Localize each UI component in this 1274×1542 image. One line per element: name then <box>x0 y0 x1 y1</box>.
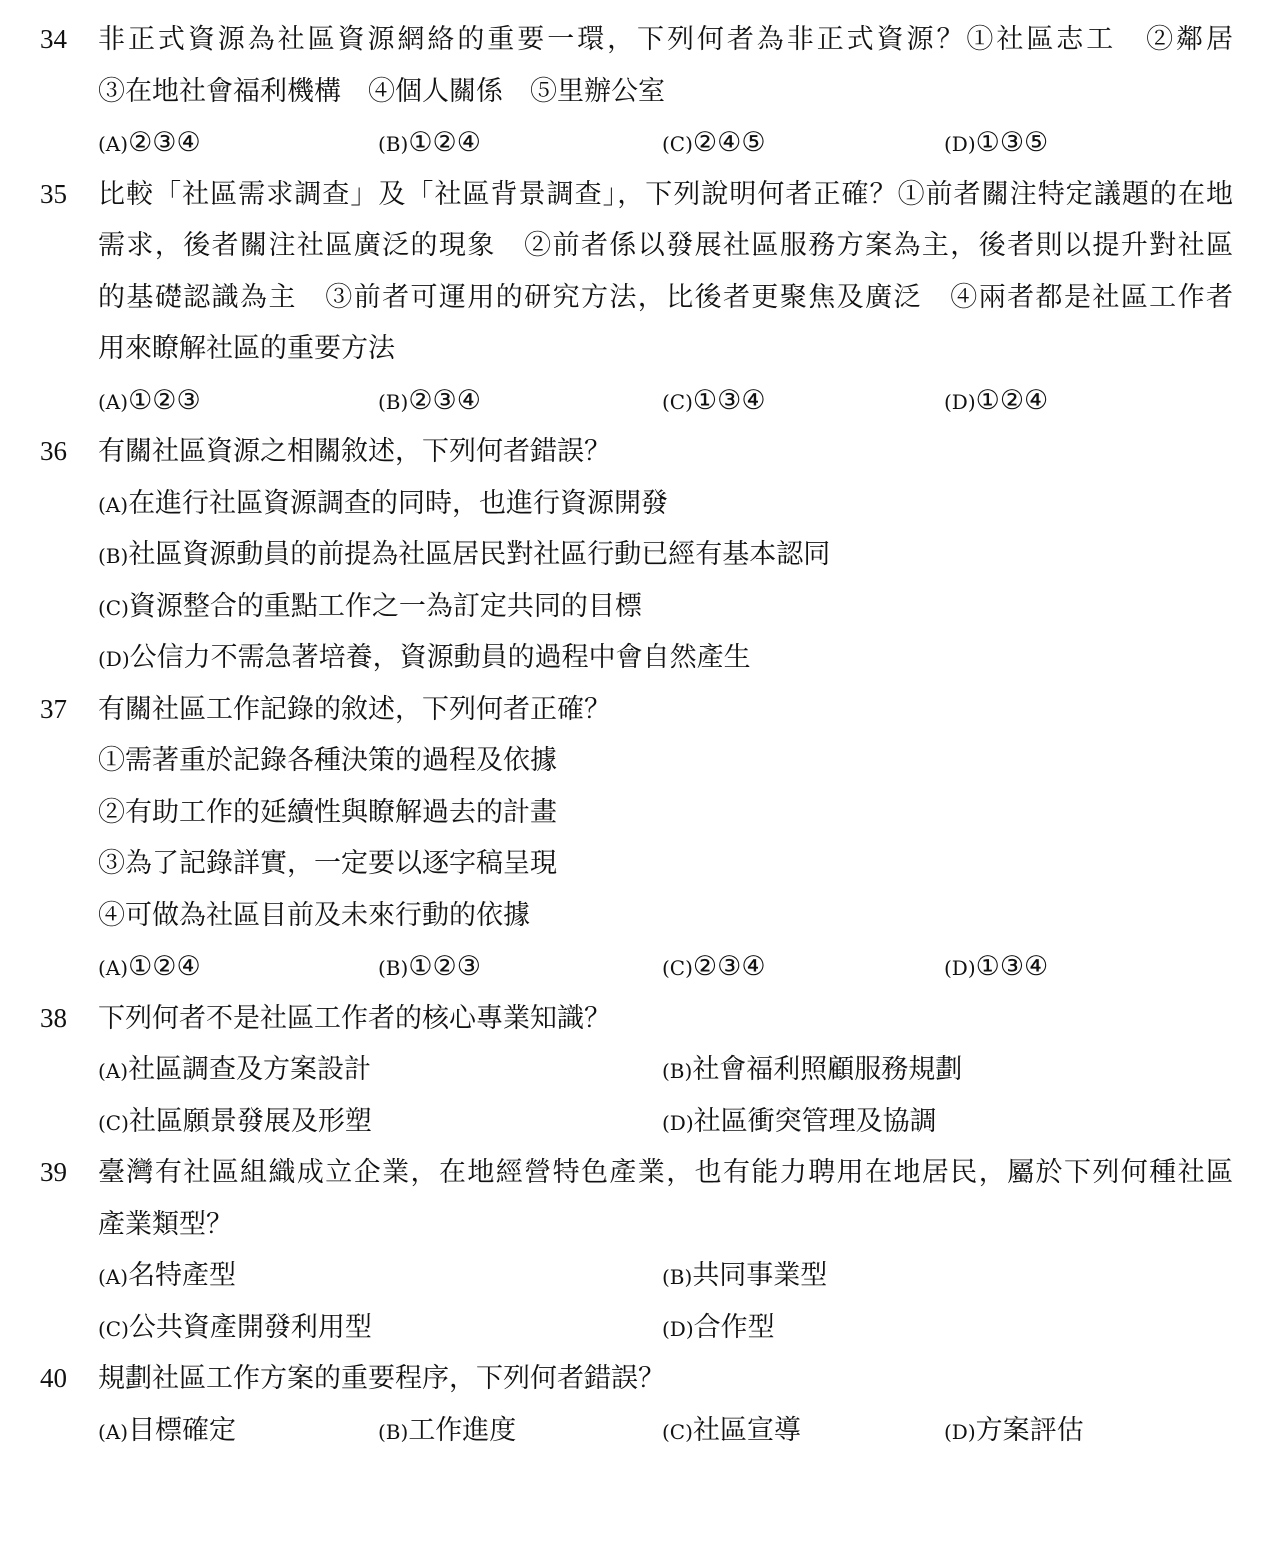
question-text: 有關社區資源之相關敘述，下列何者錯誤？ <box>98 436 611 467</box>
option-text: 共同事業型 <box>692 1260 828 1291</box>
option-label: (A) <box>98 389 129 414</box>
option-b[interactable] <box>378 117 481 171</box>
option-label: (D) <box>944 389 976 414</box>
option-c[interactable] <box>98 1096 372 1150</box>
statement-item: ③為了記錄詳實，一定要以逐字稿呈現 <box>98 848 557 879</box>
option-text: ②③④ <box>408 384 481 416</box>
option-a[interactable] <box>98 1044 371 1098</box>
question-number: 36 <box>40 436 67 466</box>
option-label: (B) <box>662 1059 693 1083</box>
option-label: (C) <box>98 595 129 620</box>
option-text: ②③④ <box>692 951 766 982</box>
option-a[interactable] <box>98 1405 236 1459</box>
question-line <box>0 1353 1274 1405</box>
option-label: (D) <box>662 1110 694 1135</box>
answer-options <box>0 941 1274 993</box>
statement-item: ②有助工作的延續性與瞭解過去的計畫 <box>98 796 557 828</box>
option-label: (B) <box>378 132 409 156</box>
question-number: 38 <box>40 1002 67 1033</box>
option-label: (B) <box>98 544 129 568</box>
option-d[interactable] <box>662 1096 937 1150</box>
question-line <box>0 684 1274 736</box>
option-text: 公信力不需急著培養，資源動員的過程中會自然產生 <box>129 642 751 673</box>
answer-options <box>0 1302 1274 1354</box>
question-35 <box>0 169 1274 427</box>
option-label: (D) <box>944 1419 976 1444</box>
answer-options <box>0 117 1274 169</box>
option-label: (C) <box>662 132 693 156</box>
question-line <box>0 426 1274 478</box>
option-label: (B) <box>378 1419 409 1444</box>
option-text: 社會福利照顧服務規劃 <box>692 1054 963 1085</box>
question-text: 用來瞭解社區的重要方法 <box>98 333 395 364</box>
option-d[interactable] <box>0 632 1274 684</box>
option-text: 在進行社區資源調查的同時，也進行資源開發 <box>128 487 669 519</box>
question-number: 39 <box>40 1157 67 1187</box>
option-text: ①②③ <box>128 384 201 416</box>
answer-options <box>0 1096 1274 1148</box>
option-label: (A) <box>98 132 129 156</box>
question-line <box>0 1147 1274 1199</box>
option-text: ①②④ <box>408 127 481 158</box>
option-text: 目標確定 <box>128 1414 237 1446</box>
question-text: 產業類型？ <box>98 1208 233 1240</box>
statement-item: ①需著重於記錄各種決策的過程及依據 <box>98 745 557 776</box>
option-a[interactable] <box>98 117 201 171</box>
option-d[interactable] <box>662 1302 775 1356</box>
option-label: (A) <box>98 1419 129 1444</box>
answer-options <box>0 1250 1274 1302</box>
question-line <box>0 66 1274 118</box>
option-label: (A) <box>98 956 129 980</box>
question-number: 34 <box>40 24 67 54</box>
option-label: (D) <box>662 1316 694 1341</box>
option-a[interactable] <box>98 941 201 995</box>
option-label: (B) <box>662 1265 693 1289</box>
option-label: (A) <box>98 1059 129 1083</box>
option-b[interactable] <box>0 529 1274 581</box>
option-text: 工作進度 <box>408 1414 517 1446</box>
option-b[interactable] <box>378 375 481 429</box>
question-text: 有關社區工作記錄的敘述，下列何者正確？ <box>98 693 611 725</box>
option-text: 社區衝突管理及協調 <box>693 1105 937 1137</box>
question-34 <box>0 14 1274 169</box>
option-b[interactable] <box>662 1250 827 1304</box>
question-line <box>0 14 1274 66</box>
question-number: 35 <box>40 178 67 209</box>
option-text: ①③④ <box>692 384 766 416</box>
question-text: ③在地社會福利機構 ④個人關係 ⑤里辦公室 <box>98 75 665 107</box>
option-b[interactable] <box>378 1405 516 1459</box>
option-text: ①③④ <box>975 951 1049 982</box>
option-label: (A) <box>98 1265 129 1289</box>
option-a[interactable] <box>0 478 1274 530</box>
option-b[interactable] <box>662 1044 962 1098</box>
option-c[interactable] <box>662 941 766 995</box>
question-line <box>0 993 1274 1045</box>
question-line <box>0 1199 1274 1251</box>
option-c[interactable] <box>0 581 1274 633</box>
question-text: 規劃社區工作方案的重要程序，下列何者錯誤？ <box>98 1363 665 1394</box>
question-line <box>0 169 1274 221</box>
option-c[interactable] <box>662 117 766 171</box>
question-text: 需求，後者關注社區廣泛的現象 ②前者係以發展社區服務方案為主，後者則以提升對社區 <box>98 230 1233 261</box>
option-label: (D) <box>98 647 130 671</box>
option-text: ②④⑤ <box>692 127 766 158</box>
option-b[interactable] <box>378 941 481 995</box>
option-text: 合作型 <box>693 1311 775 1343</box>
option-text: 方案評估 <box>975 1414 1084 1446</box>
option-label: (D) <box>944 132 976 156</box>
question-number: 40 <box>40 1363 67 1393</box>
option-d[interactable] <box>944 941 1048 995</box>
option-c[interactable] <box>662 1405 801 1459</box>
answer-options <box>0 1044 1274 1096</box>
question-38 <box>0 993 1274 1148</box>
option-text: 社區資源動員的前提為社區居民對社區行動已經有基本認同 <box>128 539 831 570</box>
option-text: 社區調查及方案設計 <box>128 1054 372 1085</box>
option-text: ①②④ <box>975 384 1049 416</box>
question-line <box>0 272 1274 324</box>
option-label: (C) <box>98 1110 129 1135</box>
question-text: 比較「社區需求調查」及「社區背景調查」，下列說明何者正確？①前者關注特定議題的在地 <box>98 178 1233 210</box>
option-label: (C) <box>98 1316 129 1341</box>
option-label: (C) <box>662 389 693 414</box>
answer-options <box>0 375 1274 427</box>
option-label: (B) <box>378 956 409 980</box>
option-label: (A) <box>98 492 129 517</box>
option-d[interactable] <box>944 375 1048 429</box>
question-text: 非正式資源為社區資源網絡的重要一環，下列何者為非正式資源？①社區志工 ②鄰居 <box>98 24 1233 55</box>
option-c[interactable] <box>662 375 766 429</box>
question-number: 37 <box>40 693 67 724</box>
question-text: 的基礎認識為主 ③前者可運用的研究方法，比後者更聚焦及廣泛 ④兩者都是社區工作者 <box>98 281 1233 313</box>
option-d[interactable] <box>944 117 1048 171</box>
option-a[interactable] <box>98 375 201 429</box>
question-39 <box>0 1147 1274 1353</box>
question-36 <box>0 426 1274 684</box>
option-text: 社區宣導 <box>692 1414 801 1446</box>
question-37 <box>0 684 1274 993</box>
option-text: ①③⑤ <box>975 127 1049 158</box>
option-label: (B) <box>378 389 409 414</box>
option-c[interactable] <box>98 1302 372 1356</box>
question-40 <box>0 1353 1274 1456</box>
answer-options <box>0 1405 1274 1457</box>
option-a[interactable] <box>98 1250 236 1304</box>
option-text: 公共資產開發利用型 <box>128 1311 372 1343</box>
option-label: (C) <box>662 1419 693 1444</box>
question-line <box>0 323 1274 375</box>
option-label: (C) <box>662 956 693 980</box>
question-text: 臺灣有社區組織成立企業，在地經營特色產業，也有能力聘用在地居民，屬於下列何種社區 <box>98 1157 1233 1188</box>
option-text: 名特產型 <box>128 1260 237 1291</box>
question-line <box>0 220 1274 272</box>
option-text: 社區願景發展及形塑 <box>128 1105 372 1137</box>
option-text: 資源整合的重點工作之一為訂定共同的目標 <box>128 590 642 622</box>
option-label: (D) <box>944 956 976 980</box>
statement-item: ④可做為社區目前及未來行動的依據 <box>98 899 530 931</box>
option-text: ①②③ <box>408 951 481 982</box>
option-d[interactable] <box>944 1405 1084 1459</box>
option-text: ②③④ <box>128 127 201 158</box>
question-text: 下列何者不是社區工作者的核心專業知識？ <box>98 1002 611 1034</box>
option-text: ①②④ <box>128 951 201 982</box>
